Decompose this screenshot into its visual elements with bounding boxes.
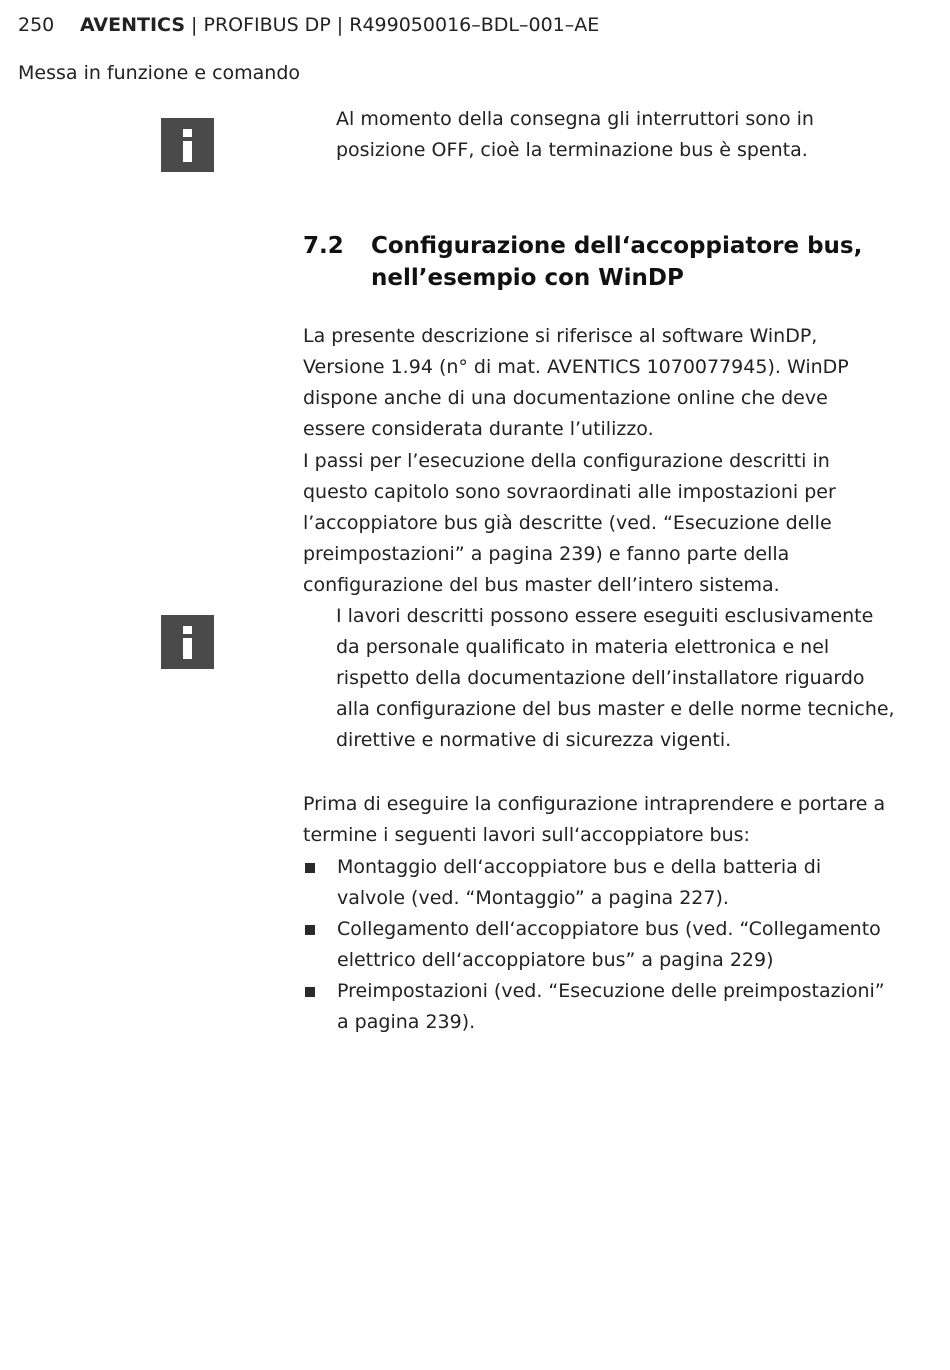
paragraph-software: La presente descrizione si riferisce al software WinDP, Versione 1.94 (n° di mat. AVENTICS 1070077945). WinDP dispone anche di una documentazione online che deve essere considerata durante l’utilizzo. [303,325,849,440]
heading-title: Configurazione dell‘accoppiatore bus, nell’esempio con WinDP [371,233,863,291]
list-item: Montaggio dell‘accoppiatore bus e della batteria di valvole (ved. “Montaggio” a pagina 227). [303,852,893,914]
document-info: | PROFIBUS DP | R499050016–BDL–001–AE [185,14,600,36]
brand-name: AVENTICS [80,14,186,36]
page-number: 250 [18,14,55,36]
prerequisite-list [303,852,893,1038]
list-item: Collegamento dell‘accoppiatore bus (ved. “Collegamento elettrico dell‘accoppiatore bus” a pagina 229) [303,914,893,976]
page-header [18,12,599,38]
list-item: Preimpostazioni (ved. “Esecuzione delle preimpostazioni” a pagina 239). [303,976,893,1038]
info-note-delivery: Al momento della consegna gli interruttori sono in posizione OFF, cioè la terminazione bus è spenta. [336,108,814,161]
paragraph-configuration-steps: I passi per l’esecuzione della configurazione descritti in questo capitolo sono sovraordinati alle impostazioni per l’accoppiatore bus già descritte (ved. “Esecuzione delle preimpostazioni” a pagina 239) e fanno parte della configurazione del bus master dell’intero sistema. [303,450,836,596]
info-icon [161,615,214,669]
heading-number: 7.2 [303,233,344,259]
bullet-square-icon [305,925,315,935]
bullet-square-icon [305,863,315,873]
info-icon [161,118,214,172]
paragraph-prerequisites: Prima di eseguire la configurazione intraprendere e portare a termine i seguenti lavori sull‘accoppiatore bus: [303,793,886,846]
bullet-square-icon [305,987,315,997]
section-label: Messa in funzione e comando [18,62,301,84]
info-note-qualified-personnel: I lavori descritti possono essere eseguiti esclusivamente da personale qualificato in materia elettronica e nel rispetto della documentazione dell’installatore riguardo alla configurazione del bus master e delle norme tecniche, direttive e normative di sicurezza vigenti. [336,605,895,751]
